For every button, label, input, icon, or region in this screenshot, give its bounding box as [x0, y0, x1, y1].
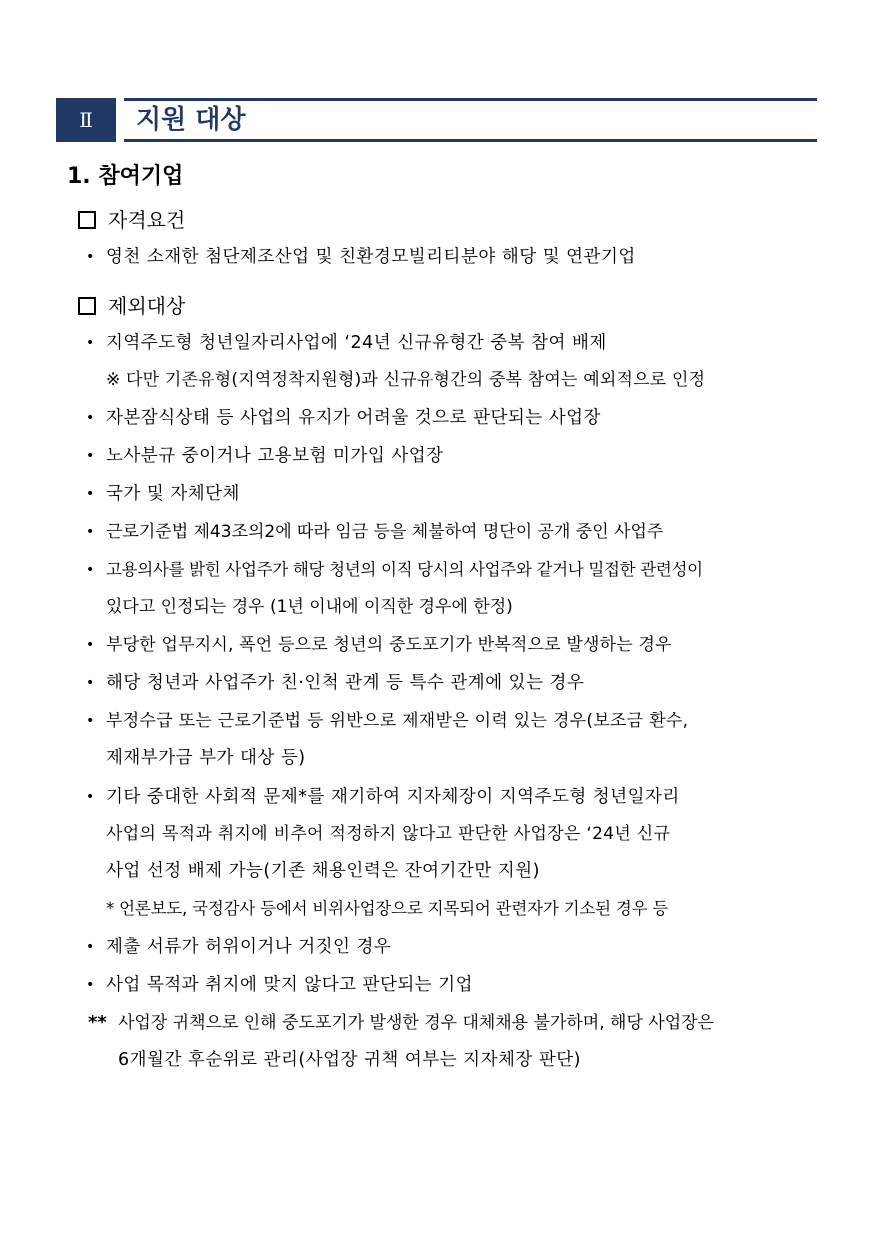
double-asterisk-mark: **	[88, 1012, 107, 1033]
exclusion-item-continued: 제재부가금 부가 대상 등)	[106, 748, 306, 768]
exclusion-item: 노사분규 중이거나 고용보험 미가입 사업장	[106, 446, 444, 466]
exclusion-item-continued: 사업 선정 배제 가능(기존 채용인력은 잔여기간만 지원)	[106, 861, 540, 881]
qualification-title: 자격요건	[108, 208, 186, 232]
heading-participating-companies: 1. 참여기업	[67, 164, 184, 189]
exclusion-item: 해당 청년과 사업주가 친·인척 관계 등 특수 관계에 있는 경우	[106, 673, 585, 693]
bullet-icon: •	[86, 675, 95, 691]
note-line-2: 6개월간 후순위로 관리(사업장 귀책 여부는 지자체장 판단)	[118, 1050, 581, 1070]
subheading-exclusion	[78, 292, 185, 320]
bullet-icon: •	[86, 713, 95, 729]
exclusion-item: 지역주도형 청년일자리사업에 ‘24년 신규유형간 중복 참여 배제	[106, 333, 607, 353]
bullet-icon: •	[86, 486, 95, 502]
section-header	[56, 98, 817, 142]
exclusion-item: 고용의사를 밝힌 사업주가 해당 청년의 이직 당시의 사업주와 같거나 밀접한 관련성이	[106, 560, 703, 579]
exclusion-note: ※ 다만 기존유형(지역정착지원형)과 신규유형간의 중복 참여는 예외적으로 인정	[106, 370, 706, 390]
header-rule-bottom	[124, 139, 817, 142]
bullet-icon: •	[86, 335, 95, 351]
section-title: 지원 대상	[136, 105, 246, 135]
exclusion-item: 국가 및 자체단체	[106, 484, 240, 504]
exclusion-item: 부당한 업무지시, 폭언 등으로 청년의 중도포기가 반복적으로 발생하는 경우	[106, 635, 672, 655]
exclusion-item: 근로기준법 제43조의2에 따라 임금 등을 체불하여 명단이 공개 중인 사업주	[106, 522, 664, 542]
bullet-icon: •	[86, 789, 95, 805]
exclusion-footnote: * 언론보도, 국정감사 등에서 비위사업장으로 지목되어 관련자가 기소된 경우 등	[106, 899, 669, 918]
bullet-icon: •	[86, 448, 95, 464]
exclusion-item: 부정수급 또는 근로기준법 등 위반으로 제재받은 이력 있는 경우(보조금 환수,	[106, 711, 689, 731]
checkbox-square-icon	[78, 297, 96, 315]
exclusion-item: 기타 중대한 사회적 문제*를 재기하여 지자체장이 지역주도형 청년일자리	[106, 787, 680, 807]
bullet-icon: •	[86, 637, 95, 653]
exclusion-item-continued: 있다고 인정되는 경우 (1년 이내에 이직한 경우에 한정)	[106, 597, 513, 617]
subheading-qualification	[78, 206, 185, 234]
exclusion-title: 제외대상	[108, 294, 186, 318]
note-line-1: 사업장 귀책으로 인해 중도포기가 발생한 경우 대체채용 불가하며, 해당 사업장은	[118, 1013, 714, 1033]
bullet-icon: •	[86, 939, 95, 955]
bullet-icon: •	[86, 977, 95, 993]
section-number: Ⅱ	[56, 98, 116, 142]
qualification-item: 영천 소재한 첨단제조산업 및 친환경모빌리티분야 해당 및 연관기업	[106, 247, 636, 267]
bullet-icon: •	[86, 524, 95, 540]
exclusion-item: 사업 목적과 취지에 맞지 않다고 판단되는 기업	[106, 975, 474, 995]
bullet-icon: •	[86, 410, 95, 426]
exclusion-item: 자본잠식상태 등 사업의 유지가 어려울 것으로 판단되는 사업장	[106, 408, 601, 428]
checkbox-square-icon	[78, 211, 96, 229]
header-rule-top	[124, 98, 817, 101]
bullet-icon: •	[86, 562, 95, 578]
exclusion-item-continued: 사업의 목적과 취지에 비추어 적정하지 않다고 판단한 사업장은 ‘24년 신규	[106, 824, 671, 844]
exclusion-item: 제출 서류가 허위이거나 거짓인 경우	[106, 937, 392, 957]
bullet-icon: •	[86, 249, 95, 265]
